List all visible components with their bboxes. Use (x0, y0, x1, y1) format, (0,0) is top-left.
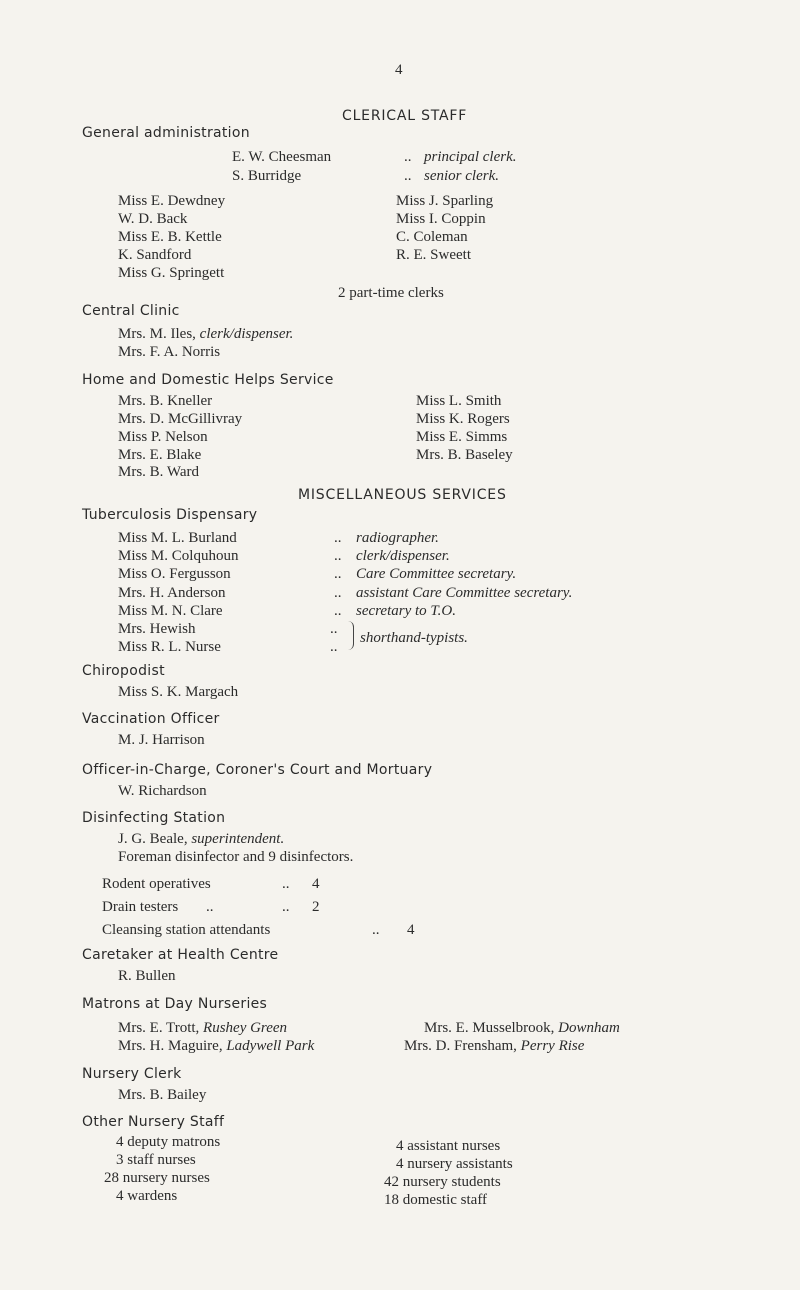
nursery-clerk-name: Mrs. B. Bailey (118, 1087, 207, 1103)
heading-home-helps: Home and Domestic Helps Service (82, 372, 334, 388)
superintendent (118, 831, 284, 848)
page-number: 4 (395, 62, 403, 78)
principal-clerk-dots: .. (404, 149, 412, 165)
tb-staff-name: Mrs. H. Anderson (118, 585, 226, 601)
nursery-staff-left: 4 deputy matrons (116, 1134, 221, 1150)
matron-name: Mrs. D. Frensham, (404, 1038, 517, 1054)
matron-entry (424, 1020, 620, 1037)
senior-clerk-dots: .. (404, 168, 412, 184)
section-title-misc: MISCELLANEOUS SERVICES (298, 487, 507, 503)
matron-name: Mrs. H. Maguire, (118, 1038, 223, 1054)
nursery-staff-right: 4 nursery assistants (396, 1156, 513, 1172)
matron-entry (404, 1038, 584, 1055)
tb-staff-role: assistant Care Committee secretary. (356, 585, 573, 601)
clerk-left: W. D. Back (118, 211, 188, 227)
home-help-right: Miss K. Rogers (416, 411, 510, 427)
central-clinic-staff: Mrs. F. A. Norris (118, 344, 221, 360)
nursery-name: Rushey Green (203, 1020, 288, 1036)
nursery-staff-right: 42 nursery students (384, 1174, 501, 1190)
heading-chiropodist: Chiropodist (82, 663, 165, 679)
drain-label: Drain testers (102, 899, 179, 915)
senior-clerk-name: S. Burridge (232, 168, 302, 184)
clerk-left: K. Sandford (118, 247, 192, 263)
tb-staff-name: Miss O. Fergusson (118, 566, 231, 582)
rodent-count: 4 (312, 876, 320, 892)
heading-coroner: Officer-in-Charge, Coroner's Court and Mortuary (82, 762, 433, 778)
nursery-name: Ladywell Park (226, 1038, 315, 1054)
matron-entry (118, 1020, 287, 1037)
principal-clerk-role: principal clerk. (424, 149, 517, 165)
clerk-right: Miss J. Sparling (396, 193, 494, 209)
tb-staff-dots: .. (334, 585, 342, 601)
heading-general-administration: General administration (82, 125, 250, 141)
heading-nursery-clerk: Nursery Clerk (82, 1066, 182, 1082)
home-help-left: Mrs. B. Ward (118, 464, 200, 480)
tb-staff-name: Miss M. L. Burland (118, 530, 237, 546)
tb-staff-dots: .. (334, 530, 342, 546)
matron-entry (118, 1038, 314, 1055)
clerk-left: Miss G. Springett (118, 265, 225, 281)
part-time-clerks: 2 part-time clerks (338, 285, 444, 301)
clerk-left: Miss E. B. Kettle (118, 229, 222, 245)
principal-clerk-name: E. W. Cheesman (232, 149, 332, 165)
section-title-clerical: CLERICAL STAFF (342, 108, 468, 124)
clerk-right: C. Coleman (396, 229, 468, 245)
staff-role: superintendent. (191, 831, 285, 847)
tb-staff-dots: .. (330, 639, 338, 655)
chiropodist-name: Miss S. K. Margach (118, 684, 239, 700)
clerk-left: Miss E. Dewdney (118, 193, 226, 209)
nursery-name: Downham (558, 1020, 620, 1036)
drain-count: 2 (312, 899, 320, 915)
cleansing-label: Cleansing station attendants (102, 922, 271, 938)
tb-staff-dots: .. (334, 566, 342, 582)
staff-name: J. G. Beale, (118, 831, 188, 847)
tb-staff-dots: .. (330, 621, 338, 637)
tb-staff-name: Mrs. Hewish (118, 621, 196, 637)
rodent-dots: .. (282, 876, 290, 892)
nursery-staff-right: 4 assistant nurses (396, 1138, 501, 1154)
home-help-left: Mrs. D. McGillivray (118, 411, 243, 427)
tb-staff-name: Miss M. N. Clare (118, 603, 223, 619)
clerk-right: Miss I. Coppin (396, 211, 486, 227)
nursery-staff-right: 18 domestic staff (384, 1192, 488, 1208)
home-help-left: Mrs. B. Kneller (118, 393, 213, 409)
tb-staff-name: Miss R. L. Nurse (118, 639, 221, 655)
heading-matrons: Matrons at Day Nurseries (82, 996, 268, 1012)
cleansing-dots: .. (372, 922, 380, 938)
home-help-left: Mrs. E. Blake (118, 447, 202, 463)
home-help-right: Mrs. B. Baseley (416, 447, 513, 463)
heading-caretaker: Caretaker at Health Centre (82, 947, 279, 963)
home-help-left: Miss P. Nelson (118, 429, 208, 445)
nursery-staff-left: 3 staff nurses (116, 1152, 196, 1168)
nursery-staff-left: 4 wardens (116, 1188, 178, 1204)
heading-tb-dispensary: Tuberculosis Dispensary (82, 507, 258, 523)
tb-staff-dots: .. (334, 603, 342, 619)
staff-name: Mrs. M. Iles, (118, 326, 196, 342)
heading-other-nursery-staff: Other Nursery Staff (82, 1114, 225, 1130)
staff-role: clerk/dispenser. (199, 326, 294, 342)
matron-name: Mrs. E. Trott, (118, 1020, 200, 1036)
caretaker-name: R. Bullen (118, 968, 176, 984)
tb-staff-role: Care Committee secretary. (356, 566, 517, 582)
tb-staff-dots: .. (334, 548, 342, 564)
tb-staff-role: radiographer. (356, 530, 439, 546)
tb-staff-name: Miss M. Colquhoun (118, 548, 239, 564)
typists-brace (346, 621, 354, 650)
tb-typists-role: shorthand-typists. (360, 630, 468, 646)
drain-dots: .. (206, 899, 214, 915)
rodent-label: Rodent operatives (102, 876, 211, 892)
matron-name: Mrs. E. Musselbrook, (424, 1020, 555, 1036)
foreman-line: Foreman disinfector and 9 disinfectors. (118, 849, 354, 865)
cleansing-count: 4 (407, 922, 415, 938)
heading-vaccination: Vaccination Officer (82, 711, 220, 727)
home-help-right: Miss E. Simms (416, 429, 508, 445)
heading-disinfecting-station: Disinfecting Station (82, 810, 226, 826)
central-clinic-staff (118, 326, 293, 343)
vaccination-officer-name: M. J. Harrison (118, 732, 205, 748)
drain-dots: .. (282, 899, 290, 915)
coroner-officer-name: W. Richardson (118, 783, 207, 799)
nursery-name: Perry Rise (520, 1038, 585, 1054)
tb-staff-role: secretary to T.O. (356, 603, 456, 619)
clerk-right: R. E. Sweett (396, 247, 471, 263)
tb-staff-role: clerk/dispenser. (356, 548, 450, 564)
home-help-right: Miss L. Smith (416, 393, 502, 409)
nursery-staff-left: 28 nursery nurses (104, 1170, 210, 1186)
senior-clerk-role: senior clerk. (424, 168, 499, 184)
heading-central-clinic: Central Clinic (82, 303, 180, 319)
